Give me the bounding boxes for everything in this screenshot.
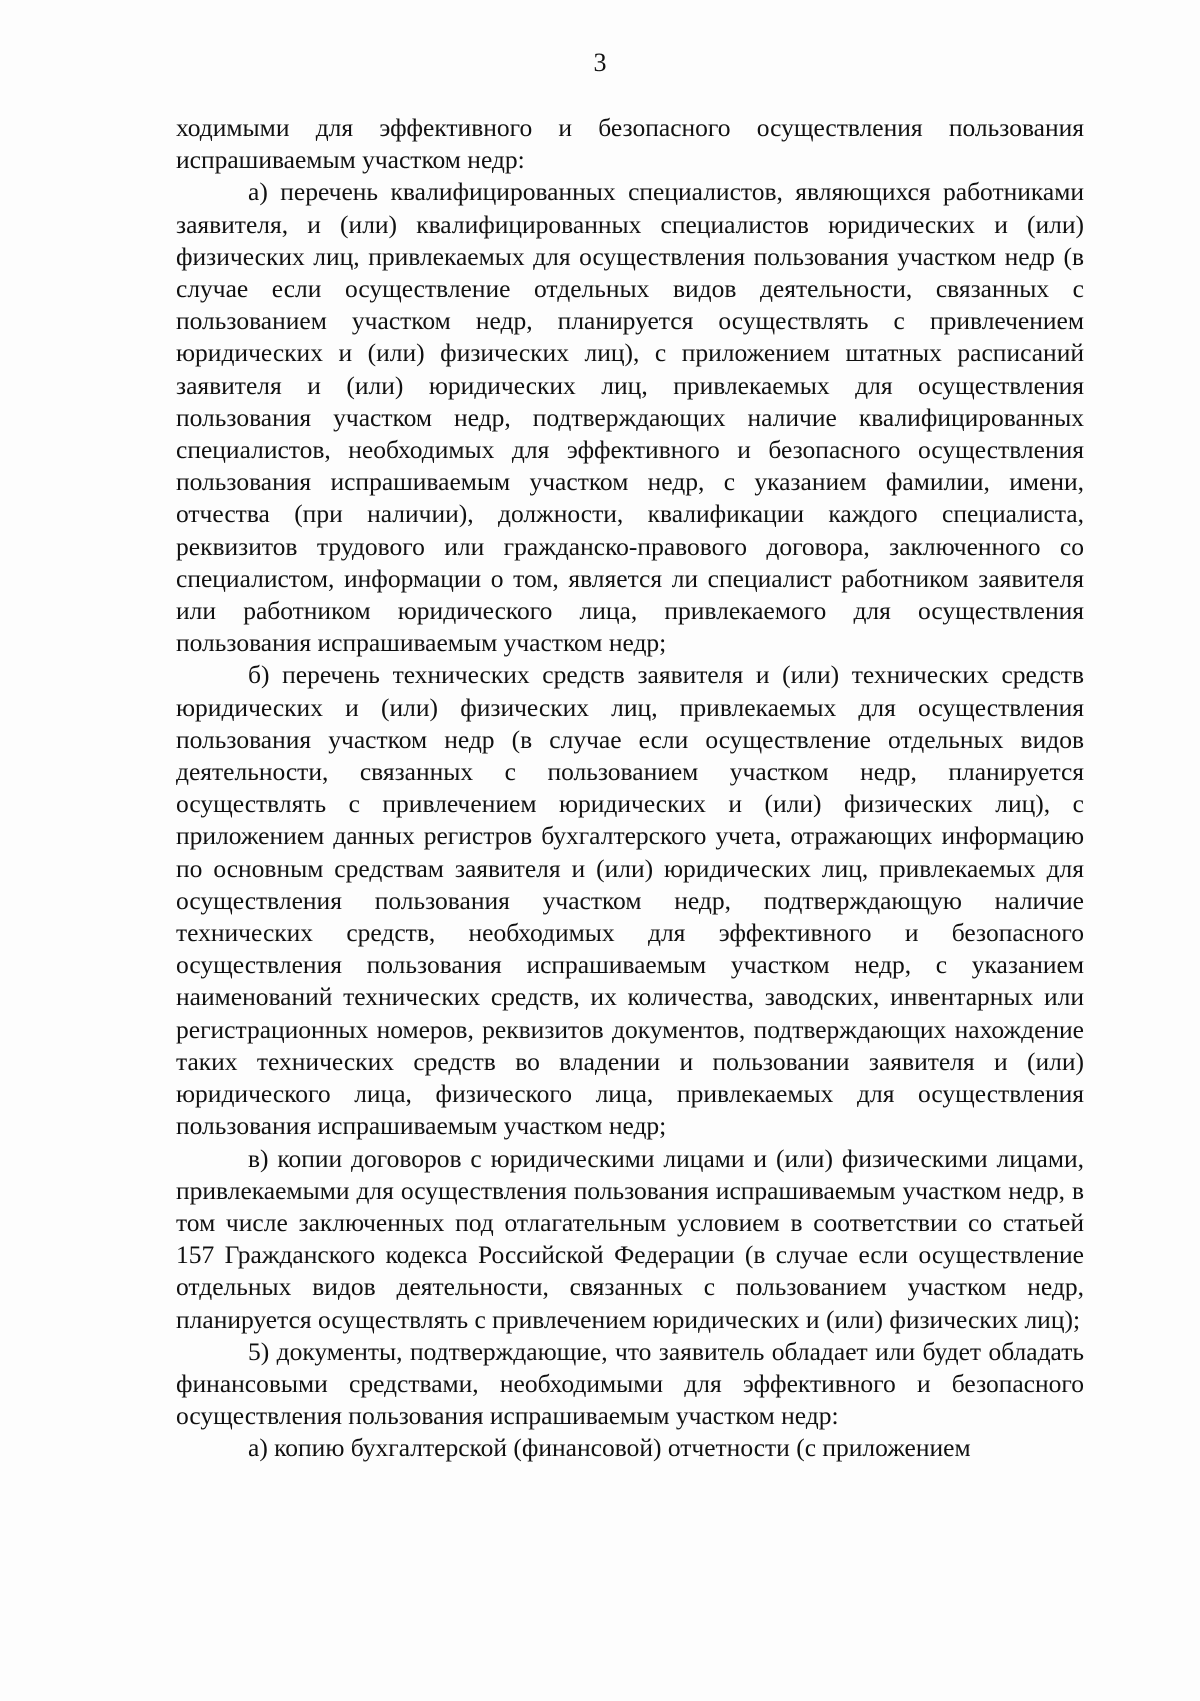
paragraph-item-5-financial-documents: 5) документы, подтверждающие, что заявитель обладает или будет обладать финансовыми средствами, необходимыми для эффективного и безопасного осуществления пользования испрашиваемым участком недр: xyxy=(176,1336,1084,1431)
paragraph-continuation: ходимыми для эффективного и безопасного осуществления пользования испрашиваемым участком недр: xyxy=(176,113,1084,175)
paragraph-item-a-specialists: а) перечень квалифицированных специалистов, являющихся работниками заявителя, и (или) квалифицированных специалистов юридических и (или) физических лиц, привлекаемых для осуществления пользования участком недр (в случае если осуществление отдельных видов деятельности, связанных с пользованием участком недр, планируется осуществлять с привлечением юридических и (или) физических лиц), с приложением штатных расписаний заявителя и (или) юридических лиц, привлекаемых для осуществления пользования участком недр, подтверждающих наличие квалифицированных специалистов, необходимых для эффективного и безопасного осуществления пользования испрашиваемым участком недр, с указанием фамилии, имени, отчества (при наличии), должности, квалификации каждого специалиста, реквизитов трудового или гражданско-правового договора, заключенного со специалистом, информации о том, является ли специалист работником заявителя или работником юридического лица, привлекаемого для осуществления пользования испрашиваемым участком недр; xyxy=(176,177,1084,658)
paragraph-item-v-contracts: в) копии договоров с юридическими лицами и (или) физическими лицами, привлекаемыми для осуществления пользования испрашиваемым участком недр, в том числе заключенных под отлагательным условием в соответствии со статьей 157 Гражданского кодекса Российской Федерации (в случае если осуществление отдельных видов деятельности, связанных с пользованием участком недр, планируется осуществлять с привлечением юридических и (или) физических лиц); xyxy=(176,1143,1084,1334)
document-body xyxy=(176,112,1084,1465)
paragraph-item-a-accounting-report: а) копию бухгалтерской (финансовой) отчетности (с приложением xyxy=(248,1433,971,1463)
paragraph-item-b-technical-means: б) перечень технических средств заявителя и (или) технических средств юридических и (или) физических лиц, привлекаемых для осуществления пользования участком недр (в случае если осуществление отдельных видов деятельности, связанных с пользованием участком недр, планируется осуществлять с привлечением юридических и (или) физических лиц), с приложением данных регистров бухгалтерского учета, отражающих информацию по основным средствам заявителя и (или) юридических лиц, привлекаемых для осуществления пользования участком недр, подтверждающую наличие технических средств, необходимых для эффективного и безопасного осуществления пользования испрашиваемым участком недр, с указанием наименований технических средств, их количества, заводских, инвентарных или регистрационных номеров, реквизитов документов, подтверждающих нахождение таких технических средств во владении и пользовании заявителя и (или) юридического лица, физического лица, привлекаемых для осуществления пользования испрашиваемым участком недр; xyxy=(176,660,1084,1141)
page-number: 3 xyxy=(593,48,607,77)
